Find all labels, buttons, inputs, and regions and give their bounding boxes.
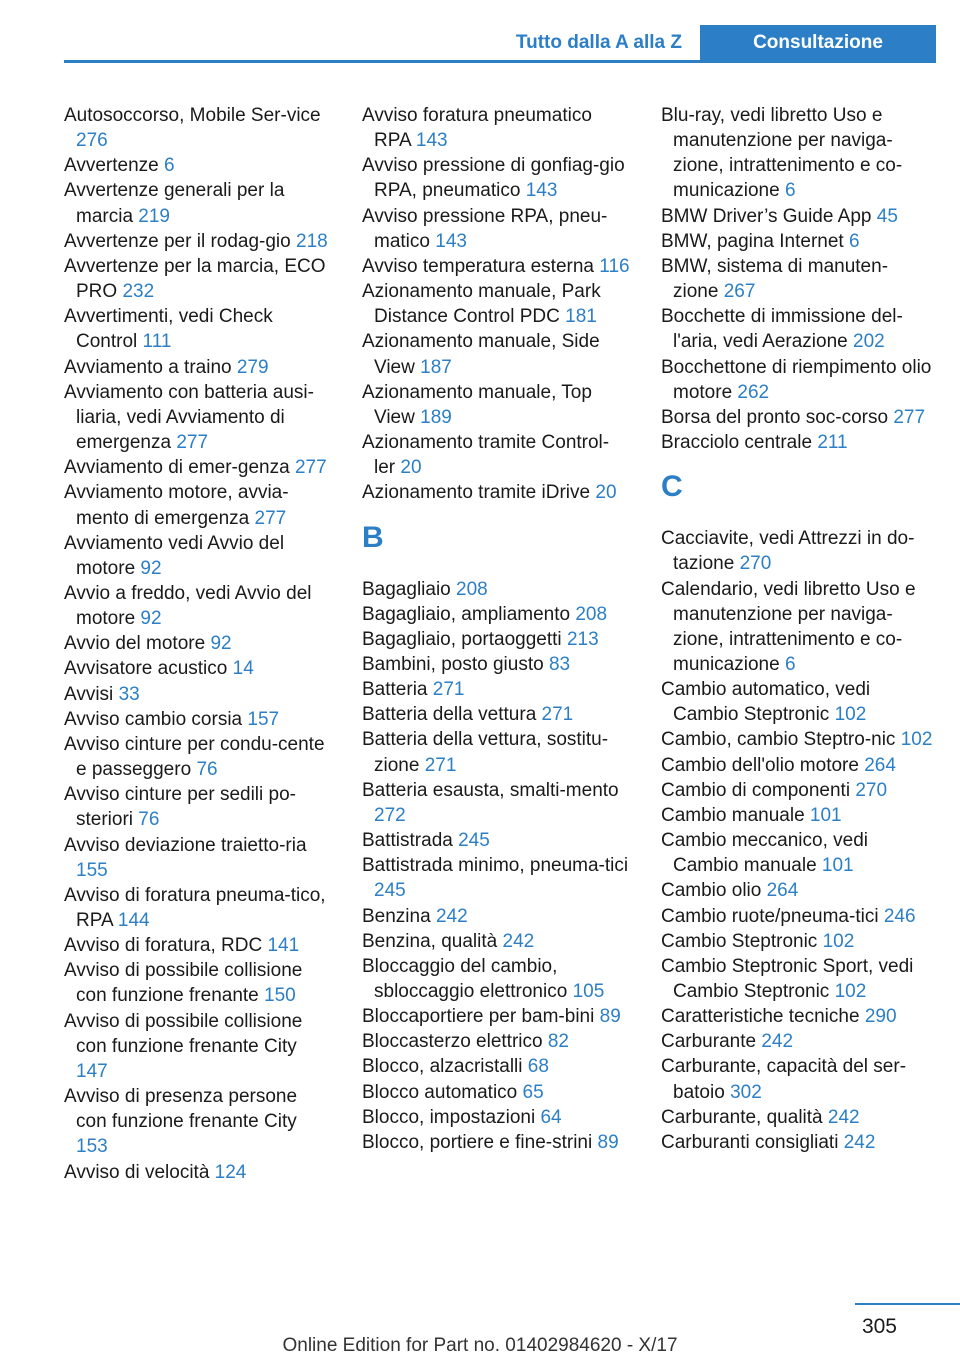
entry-text: BMW Driver’s Guide App [661, 205, 872, 227]
entry-text: Bagagliaio, portaoggetti [362, 628, 562, 650]
page-link[interactable]: 277 [893, 406, 926, 428]
entry-text: Cambio meccanico, vedi Cambio manuale [661, 830, 868, 877]
entries [64, 103, 332, 1185]
page-link[interactable]: 116 [599, 255, 630, 277]
page-link[interactable]: 89 [599, 1006, 621, 1028]
index-entry [362, 602, 630, 627]
page-link[interactable]: 153 [76, 1136, 108, 1158]
page-link[interactable]: 242 [761, 1031, 794, 1053]
page-link[interactable]: 270 [855, 779, 888, 801]
entry-text: Carburanti consigliati [661, 1131, 839, 1153]
index-entry [64, 254, 332, 304]
entry-text: Cacciavite, vedi Attrezzi in do‐tazione [661, 528, 915, 575]
chapter-tab: Consultazione [700, 25, 936, 60]
entry-text: Azionamento tramite iDrive [362, 482, 591, 504]
page-link[interactable]: 76 [138, 809, 160, 831]
entry-text: Avviso cinture per sedili po‐steriori [64, 784, 296, 831]
entry-text: Avvertenze per il rodag‐gio [64, 230, 291, 252]
page-link[interactable]: 82 [547, 1031, 569, 1053]
entry-text: Battistrada [362, 830, 453, 852]
entry-text: Cambio dell'olio motore [661, 754, 859, 776]
entry-text: Azionamento manuale, Side View [362, 331, 600, 378]
entry-text: Bocchettone di riempimento olio motore [661, 356, 932, 403]
index-entry [64, 304, 332, 354]
page-link[interactable]: 242 [827, 1106, 860, 1128]
entry-text: Cambio automatico, vedi Cambio Steptronic [661, 679, 871, 726]
page-link[interactable]: 271 [424, 754, 457, 776]
entry-text: Cambio di componenti [661, 779, 851, 801]
page-link[interactable]: 262 [737, 381, 770, 403]
entries-after [661, 526, 933, 1155]
page-link[interactable]: 101 [821, 855, 854, 877]
index-entry [362, 254, 630, 279]
index-entry [661, 304, 933, 354]
page-link[interactable]: 277 [294, 457, 327, 479]
page-link[interactable]: 211 [817, 432, 848, 454]
entries-after [362, 577, 630, 1156]
page-link[interactable]: 181 [565, 306, 597, 328]
index-entry [64, 178, 332, 228]
page-link[interactable]: 101 [809, 804, 842, 826]
entry-text: Batteria [362, 679, 428, 701]
index-entry [661, 828, 933, 878]
entry-text: Avviamento motore, avvia‐mento di emergenza [64, 482, 289, 529]
index-entry [362, 652, 630, 677]
index-entry [64, 1160, 332, 1185]
page-link[interactable]: 279 [236, 356, 269, 378]
entry-text: Batteria della vettura [362, 704, 537, 726]
index-entry [362, 1105, 630, 1130]
page-link[interactable]: 6 [163, 155, 175, 177]
page-link[interactable]: 242 [502, 930, 535, 952]
letter-heading-c: C [661, 470, 683, 504]
index-entry [362, 380, 630, 430]
entry-text: Bambini, posto giusto [362, 653, 544, 675]
entry-text: Avviso di presenza persone con funzione frenante City [64, 1086, 298, 1133]
page-link[interactable]: 213 [566, 628, 599, 650]
page-link[interactable]: 143 [525, 180, 558, 202]
index-entry [64, 883, 332, 933]
entry-text: Blocco, portiere e fine‐strini [362, 1131, 593, 1153]
page-link[interactable]: 187 [420, 356, 452, 378]
page-link[interactable]: 14 [232, 658, 254, 680]
entry-text: Azionamento manuale, Park Distance Control PDC [362, 281, 601, 328]
index-entry [661, 577, 933, 678]
page-link[interactable]: 246 [883, 905, 916, 927]
entry-text: Blocco, impostazioni [362, 1106, 536, 1128]
index-entry [362, 904, 630, 929]
entry-text: Carburante [661, 1031, 757, 1053]
entry-text: Cambio Steptronic [661, 930, 818, 952]
index-entry [64, 707, 332, 732]
page-link[interactable]: 150 [264, 985, 296, 1007]
index-entry [362, 727, 630, 777]
entry-text: Avviso pressione RPA, pneu‐matico [362, 205, 608, 252]
index-entry [362, 627, 630, 652]
index-entry [64, 153, 332, 178]
index-entry [661, 803, 933, 828]
entry-text: Autosoccorso, Mobile Ser‐vice [64, 105, 321, 126]
entries-before [362, 103, 630, 506]
index-entry [64, 355, 332, 380]
index-entry [64, 455, 332, 480]
index-entry [362, 828, 630, 853]
entry-text: BMW, pagina Internet [661, 230, 844, 252]
index-entry [362, 577, 630, 602]
entry-text: Avviamento di emer‐genza [64, 457, 290, 479]
entry-text: Avviso foratura pneumatico RPA [362, 105, 592, 152]
index-entry [661, 526, 933, 576]
entry-text: Blocco, alzacristalli [362, 1056, 523, 1078]
index-entry [661, 1130, 933, 1155]
index-entry [64, 682, 332, 707]
index-entry [661, 103, 933, 204]
page-link[interactable]: 245 [458, 830, 490, 852]
page-link[interactable]: 202 [853, 331, 885, 353]
entry-text: Batteria della vettura, sostitu‐zione [362, 729, 609, 776]
page-link[interactable]: 208 [575, 603, 608, 625]
index-entry [661, 878, 933, 903]
entry-text: Caratteristiche tecniche [661, 1006, 860, 1028]
page-link[interactable]: 208 [456, 578, 488, 600]
page-link[interactable]: 232 [122, 281, 155, 303]
index-entry [661, 430, 933, 455]
page-link[interactable]: 102 [834, 981, 867, 1002]
index-entry [661, 677, 933, 727]
entry-text: Bloccasterzo elettrico [362, 1031, 543, 1053]
letter-heading-b: B [362, 520, 384, 554]
page-link[interactable]: 157 [247, 708, 280, 730]
entry-text: Avviso deviazione traietto‐ria [64, 834, 307, 856]
page-link[interactable]: 68 [527, 1056, 549, 1078]
entry-text: Avvertenze per la marcia, ECO PRO [64, 255, 326, 303]
page-link[interactable]: 147 [76, 1060, 108, 1082]
entry-text: Benzina, qualità [362, 930, 498, 952]
index-entry [362, 702, 630, 727]
page-link[interactable]: 6 [784, 180, 796, 202]
page-link[interactable]: 6 [784, 653, 796, 675]
page-link[interactable]: 155 [76, 859, 108, 881]
page-link[interactable]: 65 [522, 1081, 544, 1103]
entry-text: Avvertimenti, vedi Check Control [64, 306, 273, 353]
entry-text: Cambio manuale [661, 804, 805, 826]
entry-text: Cambio Steptronic Sport, vedi Cambio Steptronic [661, 955, 914, 1002]
index-entry [64, 103, 332, 153]
entry-text: Cambio, cambio Steptro‐nic [661, 729, 896, 751]
page-link[interactable]: 102 [822, 930, 855, 952]
entry-text: Bagagliaio, ampliamento [362, 603, 571, 625]
page-link[interactable]: 264 [864, 754, 896, 776]
entry-text: Avviso pressione di gonfiag‐gio RPA, pneumatico [362, 155, 625, 202]
index-entry [362, 778, 630, 828]
entry-text: Bracciolo centrale [661, 432, 813, 454]
page-link[interactable]: 92 [140, 608, 162, 630]
entry-text: Benzina [362, 905, 431, 927]
entry-text: Avviso di foratura, RDC [64, 935, 263, 957]
entry-text: Blu-ray, vedi libretto Uso e manutenzione per naviga‐zione, intrattenimento e co‐municazione [661, 105, 903, 202]
entry-text: Avviso di possibile collisione con funzione frenante City [64, 1010, 303, 1057]
index-entry [661, 229, 933, 254]
index-entry [362, 103, 630, 153]
page-link[interactable]: 219 [138, 205, 170, 227]
page-link[interactable]: 270 [739, 553, 772, 575]
entry-text: Bagagliaio [362, 578, 451, 600]
page-link[interactable]: 271 [541, 704, 574, 726]
page-link[interactable]: 20 [400, 457, 422, 479]
entry-text: Avvio del motore [64, 633, 206, 655]
index-entry [64, 380, 332, 455]
entry-text: Avvisi [64, 683, 114, 705]
page-link[interactable]: 20 [595, 482, 617, 504]
entry-text: Avviso temperatura esterna [362, 255, 594, 277]
entry-text: Borsa del pronto soc‐corso [661, 406, 889, 428]
entry-text: Avviamento vedi Avvio del motore [64, 532, 285, 579]
entry-text: Azionamento manuale, Top View [362, 381, 592, 428]
entry-text: Battistrada minimo, pneuma‐tici [362, 855, 629, 877]
index-entry [64, 958, 332, 1008]
page-link[interactable]: 144 [117, 910, 150, 931]
index-entry [362, 853, 630, 903]
index-entry [64, 1009, 332, 1084]
page-link[interactable]: 277 [254, 507, 287, 529]
index-entry [661, 254, 933, 304]
entry-text: Bocchette di immissione del‐l'aria, vedi Aerazione [661, 306, 903, 353]
index-column-1 [64, 103, 332, 1185]
page-link[interactable]: 302 [730, 1081, 762, 1103]
page-link[interactable]: 189 [420, 406, 452, 428]
entry-text: Avviso di foratura pneuma‐tico, RPA [64, 884, 326, 931]
page-link[interactable]: 272 [374, 804, 406, 826]
entry-text: Batteria esausta, smalti‐mento [362, 779, 619, 801]
index-entry [661, 954, 933, 1004]
page-link[interactable]: 218 [296, 230, 328, 252]
page-link[interactable]: 277 [176, 432, 209, 454]
page-link[interactable]: 271 [432, 679, 465, 701]
page-link[interactable]: 267 [723, 281, 756, 303]
entry-text: Avviso cambio corsia [64, 708, 243, 730]
page-link[interactable]: 143 [415, 130, 448, 152]
entry-text: Bloccaggio del cambio, sbloccaggio elettronico [362, 955, 568, 1002]
entry-text: Avviso di velocità [64, 1161, 210, 1183]
entry-text: BMW, sistema di manuten‐zione [661, 255, 889, 303]
index-entry [362, 329, 630, 379]
index-entry [64, 833, 332, 883]
entry-text: Cambio ruote/pneuma‐tici [661, 905, 879, 927]
page-link[interactable]: 33 [118, 683, 140, 705]
index-entry [362, 279, 630, 329]
index-entry [64, 581, 332, 631]
index-entry [64, 1084, 332, 1159]
index-entry [64, 480, 332, 530]
index-entry [661, 1054, 933, 1104]
index-column-2 [362, 103, 630, 1155]
index-entry [64, 631, 332, 656]
entry-text: Avviamento con batteria ausi‐liaria, vedi Avviamento di emergenza [64, 381, 314, 454]
index-entry [362, 954, 630, 1004]
index-entry [362, 1130, 630, 1155]
entry-text: Carburante, capacità del ser‐batoio [661, 1056, 907, 1103]
index-entry [64, 531, 332, 581]
bottom-rule [855, 1303, 960, 1305]
index-entry [362, 1054, 630, 1079]
page-link[interactable]: 105 [572, 981, 605, 1002]
entry-text: Bloccaportiere per bam‐bini [362, 1006, 595, 1028]
entries-before [661, 103, 933, 455]
index-entry [661, 929, 933, 954]
index-entry [661, 355, 933, 405]
page-link[interactable]: 102 [834, 704, 867, 726]
page-link[interactable]: 6 [849, 230, 860, 252]
page-link[interactable]: 245 [374, 880, 406, 902]
page-link[interactable]: 276 [76, 130, 108, 152]
entry-text: Calendario, vedi libretto Uso e manutenzione per naviga‐zione, intrattenimento e co‐municazione [661, 578, 916, 675]
page-link[interactable]: 242 [435, 905, 468, 927]
index-entry [661, 1029, 933, 1054]
page-link[interactable]: 76 [196, 759, 218, 781]
index-entry [661, 1105, 933, 1130]
page-link[interactable]: 242 [843, 1131, 876, 1153]
index-entry [661, 904, 933, 929]
page-link[interactable]: 92 [140, 557, 162, 579]
index-entry [362, 480, 630, 505]
index-entry [661, 405, 933, 430]
index-entry [64, 229, 332, 254]
entry-text: Avviso di possibile collisione con funzione frenante [64, 960, 303, 1007]
index-entry [661, 753, 933, 778]
page-link[interactable]: 111 [142, 331, 172, 353]
entry-text: Blocco automatico [362, 1081, 518, 1103]
index-entry [661, 778, 933, 803]
section-tab: Tutto dalla A alla Z [515, 32, 682, 53]
page-link[interactable]: 89 [597, 1131, 619, 1153]
page-link[interactable]: 264 [766, 880, 799, 902]
header-tabs [516, 25, 936, 60]
index-entry [362, 204, 630, 254]
page-link[interactable]: 92 [210, 633, 232, 655]
index-entry [362, 1004, 630, 1029]
entry-text: Avvertenze generali per la marcia [64, 180, 285, 227]
page-link[interactable]: 83 [548, 653, 571, 675]
page-link[interactable]: 290 [864, 1006, 897, 1028]
index-entry [362, 153, 630, 203]
index-entry [362, 929, 630, 954]
entry-text: Azionamento tramite Control‐ler [362, 432, 610, 479]
page-link[interactable]: 141 [267, 935, 300, 957]
index-entry [661, 1004, 933, 1029]
index-entry [64, 732, 332, 782]
index-entry [661, 204, 933, 229]
index-entry [64, 656, 332, 681]
page-link[interactable]: 124 [214, 1161, 247, 1183]
page-number: 305 [861, 1315, 897, 1338]
entry-text: Cambio olio [661, 880, 762, 902]
entry-text: Avvertenze [64, 155, 159, 177]
footer-edition: Online Edition for Part no. 01402984620 - X/17 [282, 1335, 678, 1356]
entry-text: Carburante, qualità [661, 1106, 823, 1128]
entry-text: Avvisatore acustico [64, 658, 228, 680]
index-entry [64, 933, 332, 958]
index-entry [362, 1080, 630, 1105]
page-link[interactable]: 102 [900, 729, 933, 751]
page-link[interactable]: 64 [540, 1106, 562, 1128]
entry-text: Avviso cinture per condu‐cente e passeggero [64, 733, 325, 781]
index-entry [64, 782, 332, 832]
index-entry [661, 727, 933, 752]
index-entry [362, 677, 630, 702]
page-link[interactable]: 45 [876, 205, 898, 227]
index-entry [362, 430, 630, 480]
index-column-3 [661, 103, 933, 1155]
entry-text: Avviamento a traino [64, 356, 232, 378]
entry-text: Avvio a freddo, vedi Avvio del motore [64, 582, 312, 630]
page-link[interactable]: 143 [435, 230, 467, 252]
header-rule [64, 60, 936, 63]
index-entry [362, 1029, 630, 1054]
